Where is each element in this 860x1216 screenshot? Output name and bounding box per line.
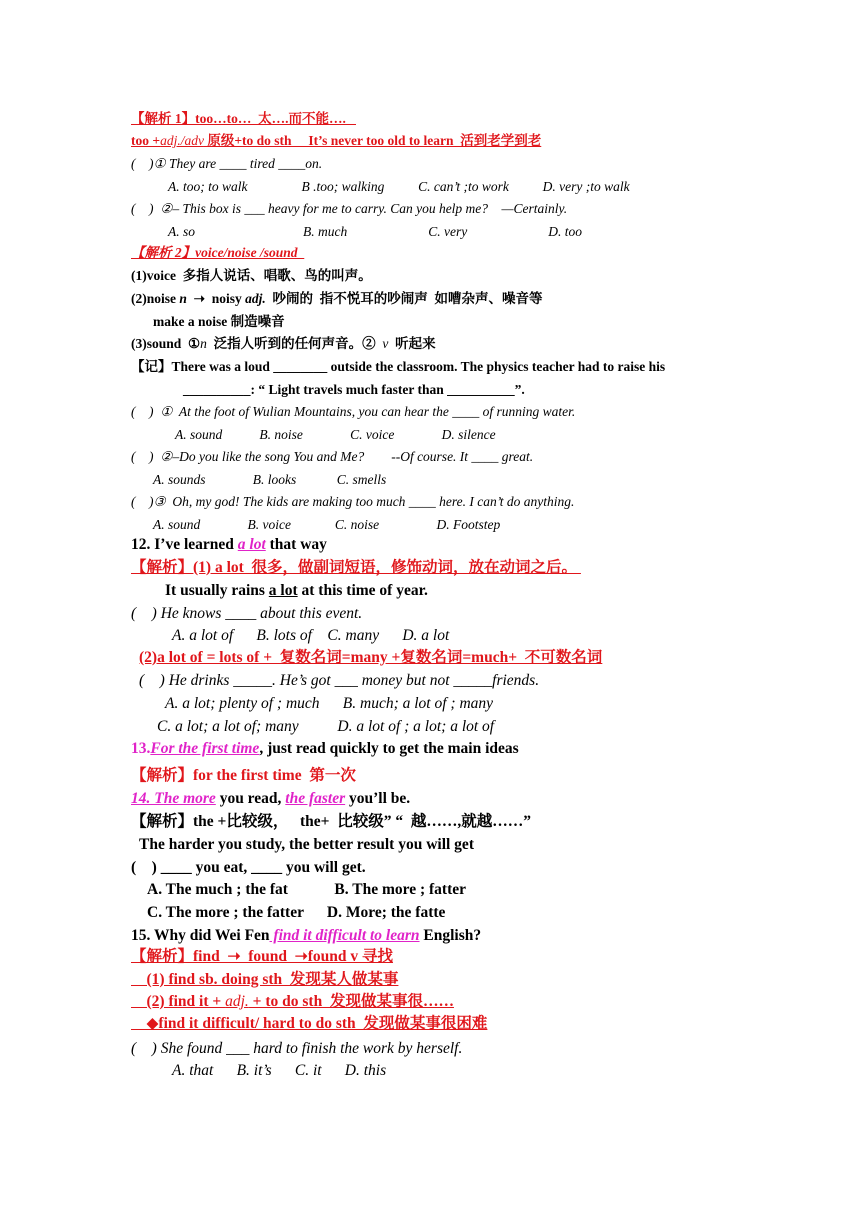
exercise-options: A. sound B. noise C. voice D. silence [175, 427, 496, 442]
exercise-question: ( ) She found ___ hard to finish the work by herself. [131, 1040, 463, 1057]
exercise-options: C. a lot; a lot of; many D. a lot of ; a lot; a lot of [157, 718, 495, 735]
example-sentence: The harder you study, the better result you will get [139, 836, 474, 853]
exercise-question: ( ) He drinks _____. He’s got ___ money but not _____friends. [139, 672, 540, 689]
item-13-sentence: 13.For the first time, just read quickly to get the main ideas [131, 740, 519, 757]
exercise-options: A. so B. much C. very D. too [168, 224, 582, 239]
item-12-analysis: 【解析】(1) a lot 很多，做副词短语，修饰动词，放在动词之后。 [131, 559, 581, 576]
a-lot-of-rule: (2)a lot of = lots of + 复数名词=many +复数名词=much+ 不可数名词 [139, 649, 603, 666]
exercise-options: A. too; to walk B .too; walking C. can’t ;to work D. very ;to walk [168, 179, 630, 194]
exercise-question: ( ) ① At the foot of Wulian Mountains, you can hear the ____ of running water. [131, 404, 576, 419]
find-rule-2: (2) find it + adj. + to do sth 发现做某事很…… [131, 993, 454, 1010]
find-rule-3: ◆find it difficult/ hard to do sth 发现做某事很困难 [131, 1015, 488, 1032]
analysis-1-heading: 【解析 1】too…to… 太….而不能…. [131, 111, 356, 126]
item-12-sentence: 12. I’ve learned a lot that way [131, 536, 327, 553]
exercise-options: C. The more ; the fatter D. More; the fatte [147, 904, 446, 921]
too-to-rule: too +adj./adv 原级+to do sth It’s never too old to learn 活到老学到老 [131, 133, 542, 148]
sound-definition: (3)sound ①n 泛指人听到的任何声音。② v 听起来 [131, 336, 436, 351]
memo-sentence: 【记】There was a loud ________ outside the classroom. The physics teacher had to raise his [131, 359, 666, 374]
exercise-options: A. The much ; the fat B. The more ; fatter [147, 881, 466, 898]
example-sentence: It usually rains a lot at this time of year. [165, 582, 428, 599]
noise-definition: (2)noise n ➝ noisy adj. 吵闹的 指不悦耳的吵闹声 如嘈杂声、噪音等 [131, 291, 543, 306]
exercise-options: A. sound B. voice C. noise D. Footstep [153, 517, 501, 532]
item-13-analysis: 【解析】for the first time 第一次 [131, 767, 356, 784]
make-a-noise: make a noise 制造噪音 [153, 314, 285, 329]
find-rule-1: (1) find sb. doing sth 发现某人做某事 [131, 971, 399, 988]
item-14-sentence: 14. The more you read, the faster you’ll be. [131, 790, 411, 807]
exercise-options: A. a lot of B. lots of C. many D. a lot [172, 627, 450, 644]
exercise-options: A. sounds B. looks C. smells [153, 472, 387, 487]
analysis-2-heading: 【解析 2】voice/noise /sound [131, 245, 305, 260]
exercise-question: ( ) ②–Do you like the song You and Me? --Of course. It ____ great. [131, 449, 534, 464]
exercise-question: ( )③ Oh, my god! The kids are making too much ____ here. I can’t do anything. [131, 494, 575, 509]
exercise-options: A. a lot; plenty of ; much B. much; a lot of ; many [165, 695, 494, 712]
exercise-question: ( ) ②– This box is ___ heavy for me to carry. Can you help me? —Certainly. [131, 201, 568, 216]
item-15-sentence: 15. Why did Wei Fen find it difficult to learn English? [131, 927, 482, 944]
exercise-question: ( ) He knows ____ about this event. [131, 605, 363, 622]
item-15-analysis: 【解析】find ➝ found ➝found v 寻找 [131, 948, 393, 965]
voice-definition: (1)voice 多指人说话、唱歌、鸟的叫声。 [131, 268, 372, 283]
exercise-question: ( ) ____ you eat, ____ you will get. [131, 859, 366, 876]
item-14-analysis: 【解析】the +比较级， the+ 比较级” “ 越……,就越……” [131, 813, 531, 830]
memo-sentence-cont: __________: “ Light travels much faster than __________”. [183, 382, 525, 397]
exercise-question: ( )① They are ____ tired ____on. [131, 156, 323, 171]
exercise-options: A. that B. it’s C. it D. this [172, 1062, 387, 1079]
